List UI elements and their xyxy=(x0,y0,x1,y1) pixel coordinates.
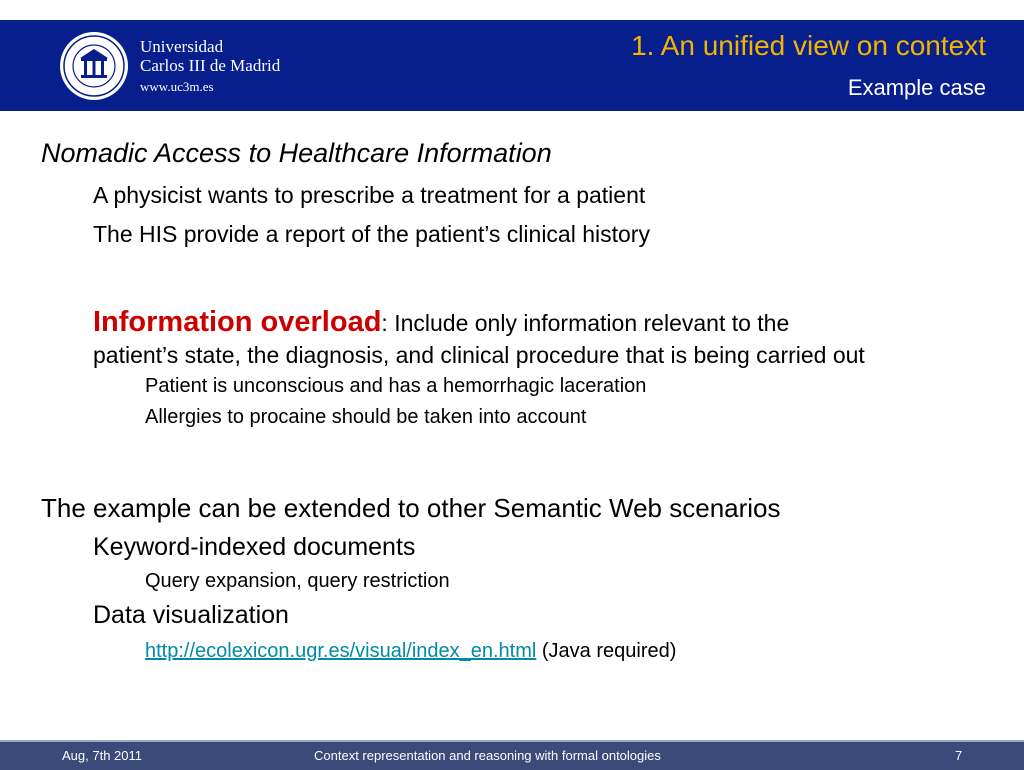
bullet-query-expansion: Query expansion, query restriction xyxy=(145,570,450,592)
java-required-note: (Java required) xyxy=(536,640,677,662)
logo-url: www.uc3m.es xyxy=(140,79,214,94)
logo-line-1: Universidad xyxy=(140,37,224,56)
header-band xyxy=(0,20,1024,111)
logo-line-2: Carlos III de Madrid xyxy=(140,56,281,75)
bullet-data-visualization: Data visualization xyxy=(93,601,289,629)
page-number: 7 xyxy=(955,748,963,763)
university-seal-icon xyxy=(58,30,130,102)
footer-date: Aug, 7th 2011 xyxy=(62,748,142,763)
dataviz-link-line xyxy=(145,640,676,663)
slide-title: 1. An unified view on context xyxy=(631,30,986,61)
ecolexicon-link[interactable]: http://ecolexicon.ugr.es/visual/index_en.html xyxy=(145,640,537,662)
overload-text-2: patient’s state, the diagnosis, and clinical procedure that is being carried out xyxy=(93,342,865,368)
bullet-keyword-indexed: Keyword-indexed documents xyxy=(93,533,416,561)
university-logo xyxy=(140,37,280,95)
footer-title: Context representation and reasoning with formal ontologies xyxy=(314,748,661,763)
heading-semantic-web: The example can be extended to other Semantic Web scenarios xyxy=(41,493,781,523)
bullet-allergies: Allergies to procaine should be taken into account xyxy=(145,406,587,428)
bullet-his-report: The HIS provide a report of the patient’s clinical history xyxy=(93,221,650,247)
information-overload-label: Information overload xyxy=(93,306,382,338)
bullet-physicist: A physicist wants to prescribe a treatment for a patient xyxy=(93,182,646,208)
heading-nomadic-access: Nomadic Access to Healthcare Information xyxy=(41,138,552,168)
slide-subtitle: Example case xyxy=(847,75,986,100)
overload-line-1 xyxy=(93,306,789,339)
overload-text-1: : Include only information relevant to the xyxy=(381,310,790,336)
bullet-patient-unconscious: Patient is unconscious and has a hemorrhagic laceration xyxy=(145,375,647,397)
footer-bar xyxy=(0,740,1024,770)
